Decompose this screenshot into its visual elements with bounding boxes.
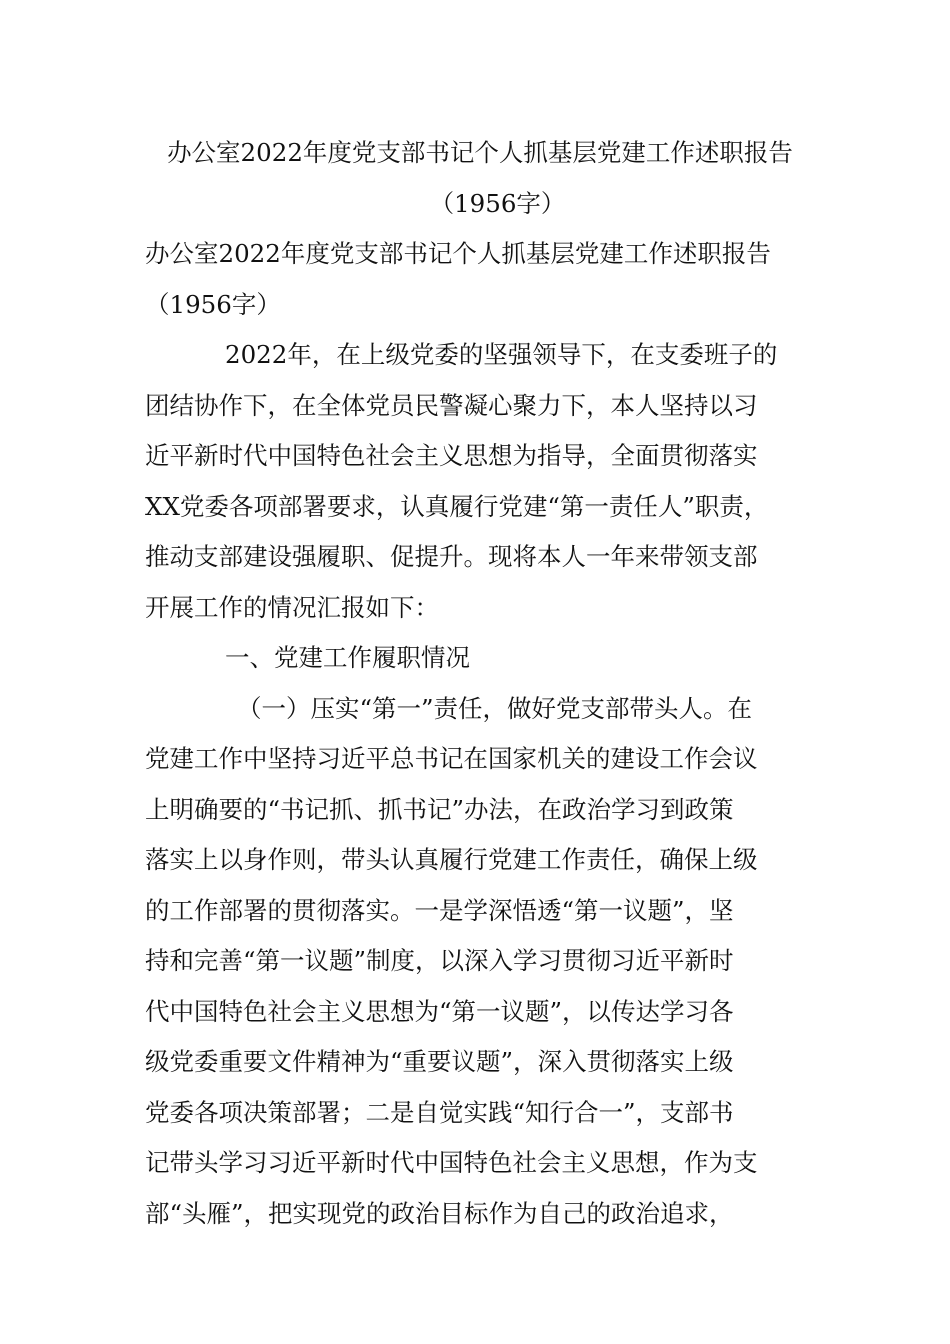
document-title-line-1: 办公室2022年度党支部书记个人抓基层党建工作述职报告 [167, 138, 793, 167]
subsection-paragraph-line: 落实上以身作则，带头认真履行党建工作责任，确保上级 [145, 845, 758, 874]
subsection-paragraph-line: （一）压实“第一”责任，做好党支部带头人。在 [237, 693, 753, 723]
subsection-paragraph-line: 上明确要的“书记抓、抓书记”办法，在政治学习到政策 [145, 794, 734, 824]
intro-paragraph-line: 近平新时代中国特色社会主义思想为指导，全面贯彻落实 [145, 441, 758, 470]
subsection-paragraph-line: 党建工作中坚持习近平总书记在国家机关的建设工作会议 [145, 744, 758, 773]
section-heading: 一、党建工作履职情况 [225, 643, 470, 672]
subsection-paragraph-line: 部“头雁”，把实现党的政治目标作为自己的政治追求， [145, 1198, 734, 1228]
subsection-paragraph-line: 持和完善“第一议题”制度，以深入学习贯彻习近平新时 [145, 946, 734, 975]
intro-paragraph-line: 团结协作下，在全体党员民警凝心聚力下，本人坚持以习 [145, 390, 758, 420]
subsection-paragraph-line: 级党委重要文件精神为“重要议题”，深入贯彻落实上级 [145, 1047, 734, 1076]
subsection-paragraph-line: 党委各项决策部署；二是自觉实践“知行合一”，支部书 [145, 1097, 734, 1127]
subsection-paragraph-line: 的工作部署的贯彻落实。一是学深悟透“第一议题”，坚 [145, 895, 734, 925]
intro-paragraph-line: 推动支部建设强履职、促提升。现将本人一年来带领支部 [145, 542, 758, 571]
intro-paragraph-line: 开展工作的情况汇报如下： [145, 592, 439, 622]
document-subtitle-line-2: （1956字） [145, 289, 281, 319]
intro-paragraph-line: XX党委各项部署要求，认真履行党建“第一责任人”职责， [145, 491, 769, 521]
document-title-line-2: （1956字） [429, 188, 566, 218]
intro-paragraph-line: 2022年，在上级党委的坚强领导下，在支委班子的 [225, 340, 778, 369]
document-subtitle-line-1: 办公室2022年度党支部书记个人抓基层党建工作述职报告 [145, 239, 771, 268]
document-page [145, 128, 815, 1239]
subsection-paragraph-line: 代中国特色社会主义思想为“第一议题”，以传达学习各 [145, 996, 734, 1026]
subsection-paragraph-line: 记带头学习习近平新时代中国特色社会主义思想，作为支 [145, 1148, 758, 1177]
